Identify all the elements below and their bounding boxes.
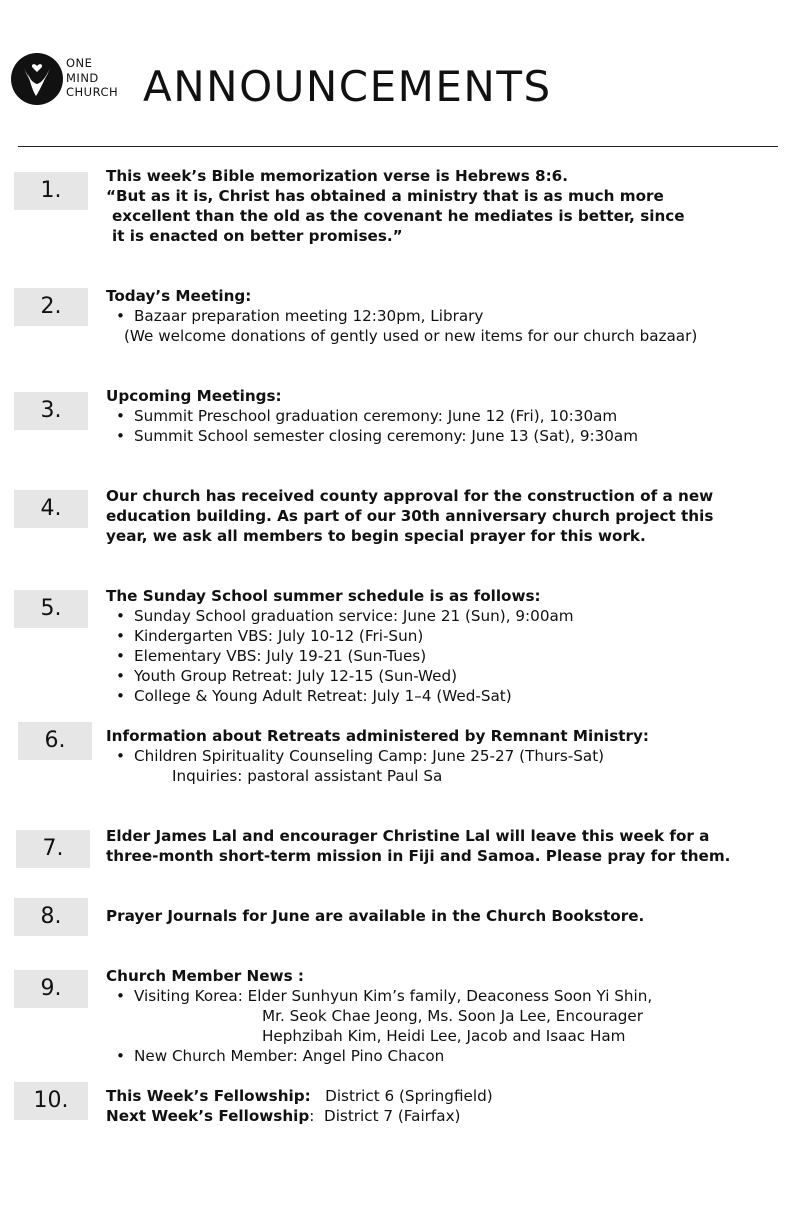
item-heading: Upcoming Meetings: xyxy=(106,387,282,405)
item-heading: Today’s Meeting: xyxy=(106,287,252,305)
item-number: 8. xyxy=(14,898,88,936)
item-number: 6. xyxy=(18,722,92,760)
text-line: education building. As part of our 30th anniversary church project this xyxy=(106,507,714,525)
page-title: ANNOUNCEMENTS xyxy=(143,62,552,111)
text-line: Elder James Lal and encourager Christine Lal will leave this week for a xyxy=(106,827,710,845)
fellowship-value: District 6 (Springfield) xyxy=(325,1087,493,1105)
text-line: three-month short-term mission in Fiji and Samoa. Please pray for them. xyxy=(106,847,731,865)
announcement-8 xyxy=(106,906,644,926)
header-divider xyxy=(18,146,778,147)
note-text: (We welcome donations of gently used or new items for our church bazaar) xyxy=(124,327,698,345)
announcement-2 xyxy=(106,286,697,346)
logo-wordmark xyxy=(66,56,118,100)
note-text: Inquiries: pastoral assistant Paul Sa xyxy=(172,767,443,785)
text-line: excellent than the old as the covenant he mediates is better, since xyxy=(112,207,685,225)
item-heading: The Sunday School summer schedule is as follows: xyxy=(106,587,541,605)
bullet-item: • Bazaar preparation meeting 12:30pm, Library xyxy=(106,306,697,326)
announcement-1 xyxy=(106,166,685,246)
announcement-10 xyxy=(106,1086,493,1126)
item-number: 1. xyxy=(14,172,88,210)
bullet-item: • Children Spirituality Counseling Camp: June 25-27 (Thurs-Sat) xyxy=(106,746,649,766)
item-number: 3. xyxy=(14,392,88,430)
continuation-line: Hephzibah Kim, Heidi Lee, Jacob and Isaac Ham xyxy=(262,1027,626,1045)
logo-line: MIND xyxy=(66,70,99,85)
announcement-6 xyxy=(106,726,649,786)
item-heading: Church Member News : xyxy=(106,967,304,985)
fellowship-label: This Week’s Fellowship: xyxy=(106,1087,311,1105)
bullet-item: • Summit Preschool graduation ceremony: June 12 (Fri), 10:30am xyxy=(106,406,638,426)
bullet-item: • Youth Group Retreat: July 12-15 (Sun-Wed) xyxy=(106,666,574,686)
continuation-line: Mr. Seok Chae Jeong, Ms. Soon Ja Lee, Encourager xyxy=(262,1007,644,1025)
item-number: 2. xyxy=(14,288,88,326)
item-number: 10. xyxy=(14,1082,88,1120)
announcement-7 xyxy=(106,826,730,866)
logo-line: ONE xyxy=(66,56,93,70)
bullet-item: • College & Young Adult Retreat: July 1–4 (Wed-Sat) xyxy=(106,686,574,706)
text-line: Prayer Journals for June are available in the Church Bookstore. xyxy=(106,907,645,925)
text-line: “But as it is, Christ has obtained a ministry that is as much more xyxy=(106,187,664,205)
bullet-item: • Kindergarten VBS: July 10-12 (Fri-Sun) xyxy=(106,626,574,646)
text-line: year, we ask all members to begin special prayer for this work. xyxy=(106,527,646,545)
church-logo-icon xyxy=(10,52,64,106)
fellowship-this-week xyxy=(106,1086,493,1106)
announcement-4 xyxy=(106,486,713,546)
announcement-9 xyxy=(106,966,652,1066)
fellowship-next-week: Next Week’s Fellowship: District 7 (Fairfax) xyxy=(106,1107,461,1125)
fellowship-label: Next Week’s Fellowship xyxy=(106,1107,310,1125)
text-line: it is enacted on better promises.” xyxy=(112,227,403,245)
bullet-item: • Elementary VBS: July 19-21 (Sun-Tues) xyxy=(106,646,574,666)
announcement-5 xyxy=(106,586,574,706)
item-number: 7. xyxy=(16,830,90,868)
item-number: 9. xyxy=(14,970,88,1008)
item-number: 4. xyxy=(14,490,88,528)
bullet-item: • Visiting Korea: Elder Sunhyun Kim’s family, Deaconess Soon Yi Shin, xyxy=(106,986,652,1006)
item-number: 5. xyxy=(14,590,88,628)
text-line: This week’s Bible memorization verse is Hebrews 8:6. xyxy=(106,167,569,185)
text-line: Our church has received county approval for the construction of a new xyxy=(106,487,714,505)
announcement-3 xyxy=(106,386,638,446)
fellowship-value: District 7 (Fairfax) xyxy=(324,1107,461,1125)
bullet-item: • New Church Member: Angel Pino Chacon xyxy=(106,1046,652,1066)
bullet-item: • Summit School semester closing ceremony: June 13 (Sat), 9:30am xyxy=(106,426,638,446)
logo-line: CHURCH xyxy=(66,85,119,99)
bullet-item: • Sunday School graduation service: June 21 (Sun), 9:00am xyxy=(106,606,574,626)
item-heading: Information about Retreats administered by Remnant Ministry: xyxy=(106,727,649,745)
